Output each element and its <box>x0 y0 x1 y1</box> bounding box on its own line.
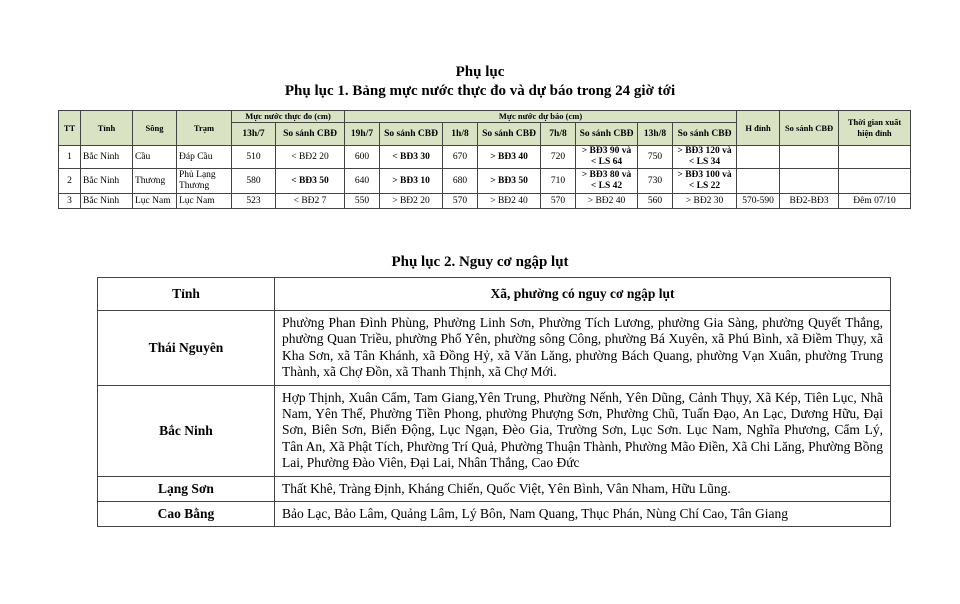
cell-wards: Hợp Thịnh, Xuân Cẩm, Tam Giang,Yên Trung, Phường Nếnh, Yên Dũng, Cảnh Thụy, Xã Kép, Tiên Lục, Nhã Nam, Yên Thế, Phường Tiền Phong, phường Phượng Sơn, Phường Chũ, Tuấn Đạo, An Lạc, Dương Hữu, Đại Sơn, Biên Sơn, Biển Động, Lục Ngạn, Đèo Gia, Trường Sơn, Lục Sơn. Lục Nam, Nghĩa Phương, Cẩm Lý, Tân An, Xã Phật Tích, Phường Trí Quả, Phường Thuận Thành, Phường Mão Điền, Xã Chi Lăng, Phường Bồng Lai, Phường Đào Viên, Đại Lai, Nhân Thắng, Cao Đức <box>275 385 891 476</box>
appendix-2-title: Phụ lục 2. Nguy cơ ngập lụt <box>391 254 569 270</box>
col-wards: Xã, phường có nguy cơ ngập lụt <box>275 278 891 311</box>
col-province: Tỉnh <box>98 278 275 311</box>
cell-compare: > BĐ2 30 <box>673 194 737 209</box>
cell-river: Thương <box>133 169 177 194</box>
cell-wards: Phường Phan Đình Phùng, Phường Linh Sơn, Phường Tích Lương, phường Gia Sàng, phường Quyết Thắng, phường Quan Triều, phường Phổ Yên, phường sông Công, phường Bá Xuyên, xã Phú Bình, xã Điềm Thụy, xã Kha Sơn, xã Tân Khánh, xã Đồng Hỷ, xã Văn Lăng, phường Bách Quang, phường Vạn Xuân, phường Trung Thành, xã Chợ Đồn, xã Thanh Thịnh, xã Chợ Mới. <box>275 311 891 386</box>
col-station: Trạm <box>177 111 232 146</box>
cell-compare: > BĐ3 10 <box>380 169 443 194</box>
col-compare-7h8: So sánh CBĐ <box>576 123 638 146</box>
col-province: Tỉnh <box>81 111 133 146</box>
cell-value: 550 <box>345 194 380 209</box>
cell-river: Lục Nam <box>133 194 177 209</box>
cell-compare: < BĐ2 7 <box>276 194 345 209</box>
cell-value: 730 <box>638 169 673 194</box>
table-header-row <box>98 278 891 311</box>
cell-value: 670 <box>443 146 478 169</box>
cell-compare: > BĐ2 40 <box>576 194 638 209</box>
cell-value: 600 <box>345 146 380 169</box>
cell-peak-level <box>737 169 780 194</box>
col-compare-1h8: So sánh CBĐ <box>478 123 541 146</box>
table-header-row <box>59 111 911 123</box>
cell-peak-level: 570-590 <box>737 194 780 209</box>
table-row <box>98 476 891 501</box>
col-forecast-group: Mực nước dự báo (cm) <box>345 111 737 123</box>
col-peak-compare: So sánh CBĐ <box>780 111 839 146</box>
appendix-heading: Phụ lục <box>455 64 505 80</box>
cell-province: Bắc Ninh <box>81 169 133 194</box>
col-river: Sông <box>133 111 177 146</box>
cell-peak-compare: BĐ2-BĐ3 <box>780 194 839 209</box>
cell-compare: > BĐ3 100 và < LS 22 <box>673 169 737 194</box>
cell-value: 510 <box>232 146 276 169</box>
cell-peak-time <box>839 146 911 169</box>
cell-value: 710 <box>541 169 576 194</box>
table-row <box>98 311 891 386</box>
cell-value: 570 <box>541 194 576 209</box>
cell-compare: > BĐ3 90 và < LS 64 <box>576 146 638 169</box>
cell-compare: > BĐ3 80 và < LS 42 <box>576 169 638 194</box>
col-compare-13h8: So sánh CBĐ <box>673 123 737 146</box>
cell-peak-time <box>839 169 911 194</box>
cell-compare: < BĐ3 50 <box>276 169 345 194</box>
cell-station: Đáp Cầu <box>177 146 232 169</box>
col-7h8: 7h/8 <box>541 123 576 146</box>
col-measured-group: Mực nước thực đo (cm) <box>232 111 345 123</box>
cell-compare: > BĐ2 40 <box>478 194 541 209</box>
cell-peak-compare <box>780 146 839 169</box>
col-13h8: 13h/8 <box>638 123 673 146</box>
cell-value: 720 <box>541 146 576 169</box>
col-peak-level: H đỉnh <box>737 111 780 146</box>
col-1h8: 1h/8 <box>443 123 478 146</box>
col-compare-19h7: So sánh CBĐ <box>380 123 443 146</box>
col-13h7: 13h/7 <box>232 123 276 146</box>
cell-province: Cao Bằng <box>98 502 275 527</box>
cell-value: 580 <box>232 169 276 194</box>
cell-province: Bắc Ninh <box>81 146 133 169</box>
cell-compare: < BĐ2 20 <box>276 146 345 169</box>
cell-compare: > BĐ2 20 <box>380 194 443 209</box>
cell-wards: Thất Khê, Tràng Định, Kháng Chiến, Quốc Việt, Yên Bình, Vân Nham, Hữu Lũng. <box>275 476 891 501</box>
cell-value: 523 <box>232 194 276 209</box>
cell-value: 640 <box>345 169 380 194</box>
col-19h7: 19h/7 <box>345 123 380 146</box>
cell-value: 680 <box>443 169 478 194</box>
cell-tt: 2 <box>59 169 81 194</box>
cell-province: Bắc Ninh <box>81 194 133 209</box>
table-row <box>59 146 911 169</box>
table-row <box>98 502 891 527</box>
cell-tt: 3 <box>59 194 81 209</box>
cell-station: Lục Nam <box>177 194 232 209</box>
col-peak-time: Thời gian xuất hiện đỉnh <box>839 111 911 146</box>
cell-wards: Bảo Lạc, Bảo Lâm, Quảng Lâm, Lý Bôn, Nam Quang, Thục Phán, Nùng Chí Cao, Tân Giang <box>275 502 891 527</box>
table-row <box>59 169 911 194</box>
cell-province: Lạng Sơn <box>98 476 275 501</box>
cell-compare: > BĐ3 40 <box>478 146 541 169</box>
cell-peak-level <box>737 146 780 169</box>
cell-compare: > BĐ3 120 và < LS 34 <box>673 146 737 169</box>
cell-value: 750 <box>638 146 673 169</box>
cell-tt: 1 <box>59 146 81 169</box>
cell-station: Phủ Lạng Thương <box>177 169 232 194</box>
water-level-table <box>58 110 911 209</box>
appendix-1-title: Phụ lục 1. Bảng mực nước thực đo và dự báo trong 24 giờ tới <box>284 83 676 99</box>
cell-province: Bắc Ninh <box>98 385 275 476</box>
cell-peak-compare <box>780 169 839 194</box>
cell-value: 560 <box>638 194 673 209</box>
cell-river: Cầu <box>133 146 177 169</box>
cell-province: Thái Nguyên <box>98 311 275 386</box>
cell-value: 570 <box>443 194 478 209</box>
col-compare-13h7: So sánh CBĐ <box>276 123 345 146</box>
cell-compare: < BĐ3 30 <box>380 146 443 169</box>
col-tt: TT <box>59 111 81 146</box>
cell-peak-time: Đêm 07/10 <box>839 194 911 209</box>
table-row <box>59 194 911 209</box>
table-row <box>98 385 891 476</box>
flood-risk-table <box>97 277 891 527</box>
cell-compare: > BĐ3 50 <box>478 169 541 194</box>
